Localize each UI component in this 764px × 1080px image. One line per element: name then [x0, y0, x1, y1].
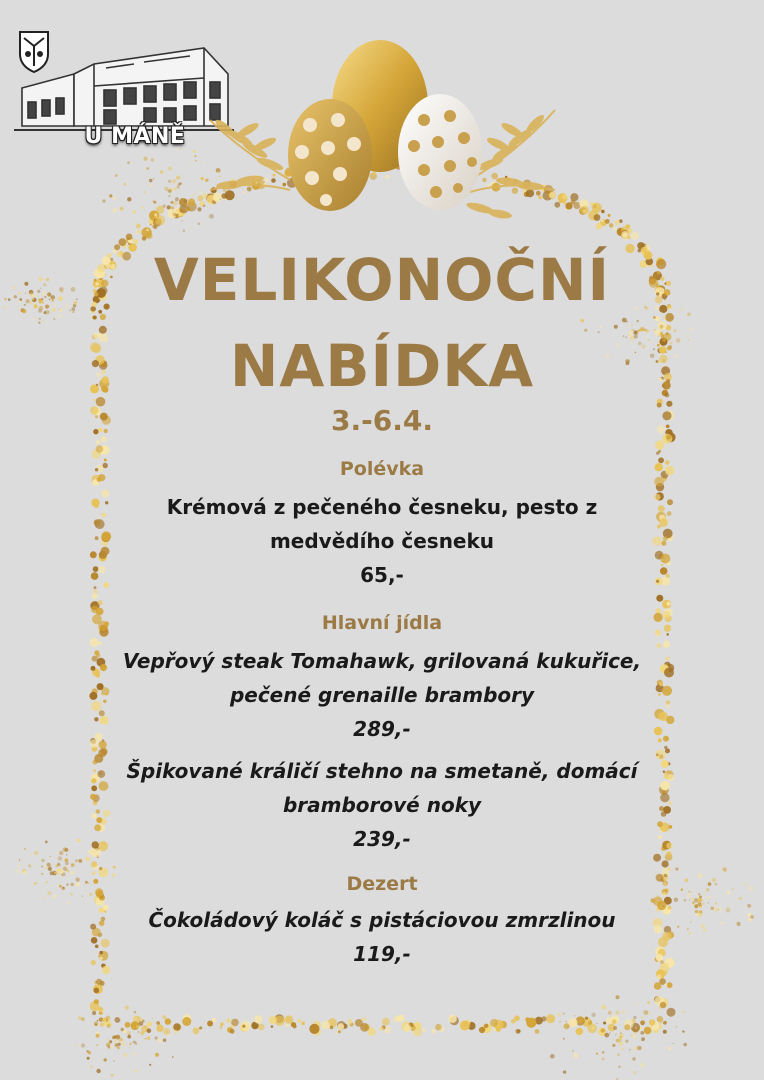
menu-item-price: 119,- [353, 942, 411, 966]
offer-date: 3.-6.4. [331, 404, 433, 437]
section-heading-soup: Polévka [339, 458, 425, 480]
menu-item-name: Vepřový steak Tomahawk, grilovaná kukuřice, [122, 649, 642, 673]
patterned-white-egg-icon [398, 94, 482, 210]
section-heading-dessert: Dezert [346, 873, 418, 895]
menu-item-price: 65,- [360, 563, 404, 587]
patterned-gold-egg-icon [288, 99, 372, 211]
menu-item-price: 289,- [353, 717, 411, 741]
wheat-left-icon [210, 117, 290, 190]
menu-item-name: medvědího česneku [269, 529, 495, 553]
menu-item-name: Krémová z pečeného česneku, pesto z [166, 495, 598, 519]
menu-item-main-1 [90, 644, 674, 746]
section-heading-mains: Hlavní jídla [321, 612, 443, 634]
menu-item-name: Čokoládový koláč s pistáciovou zmrzlinou [148, 908, 616, 932]
menu-item-soup [90, 490, 674, 592]
menu-item-name: pečené grenaille brambory [229, 683, 535, 707]
menu-item-price: 239,- [353, 827, 411, 851]
menu-item-dessert [90, 903, 674, 971]
title-line-1: VELIKONOČNÍ [153, 246, 611, 314]
menu-item-name: bramborové noky [282, 793, 482, 817]
menu-item-main-2 [90, 754, 674, 856]
menu-item-name: Špikované králičí stehno na smetaně, domácí [126, 759, 638, 783]
easter-eggs-illustration [180, 30, 580, 230]
restaurant-name: U MÁNĚ [84, 124, 186, 149]
title-line-2: NABÍDKA [229, 332, 535, 400]
coat-of-arms-icon [20, 32, 48, 72]
